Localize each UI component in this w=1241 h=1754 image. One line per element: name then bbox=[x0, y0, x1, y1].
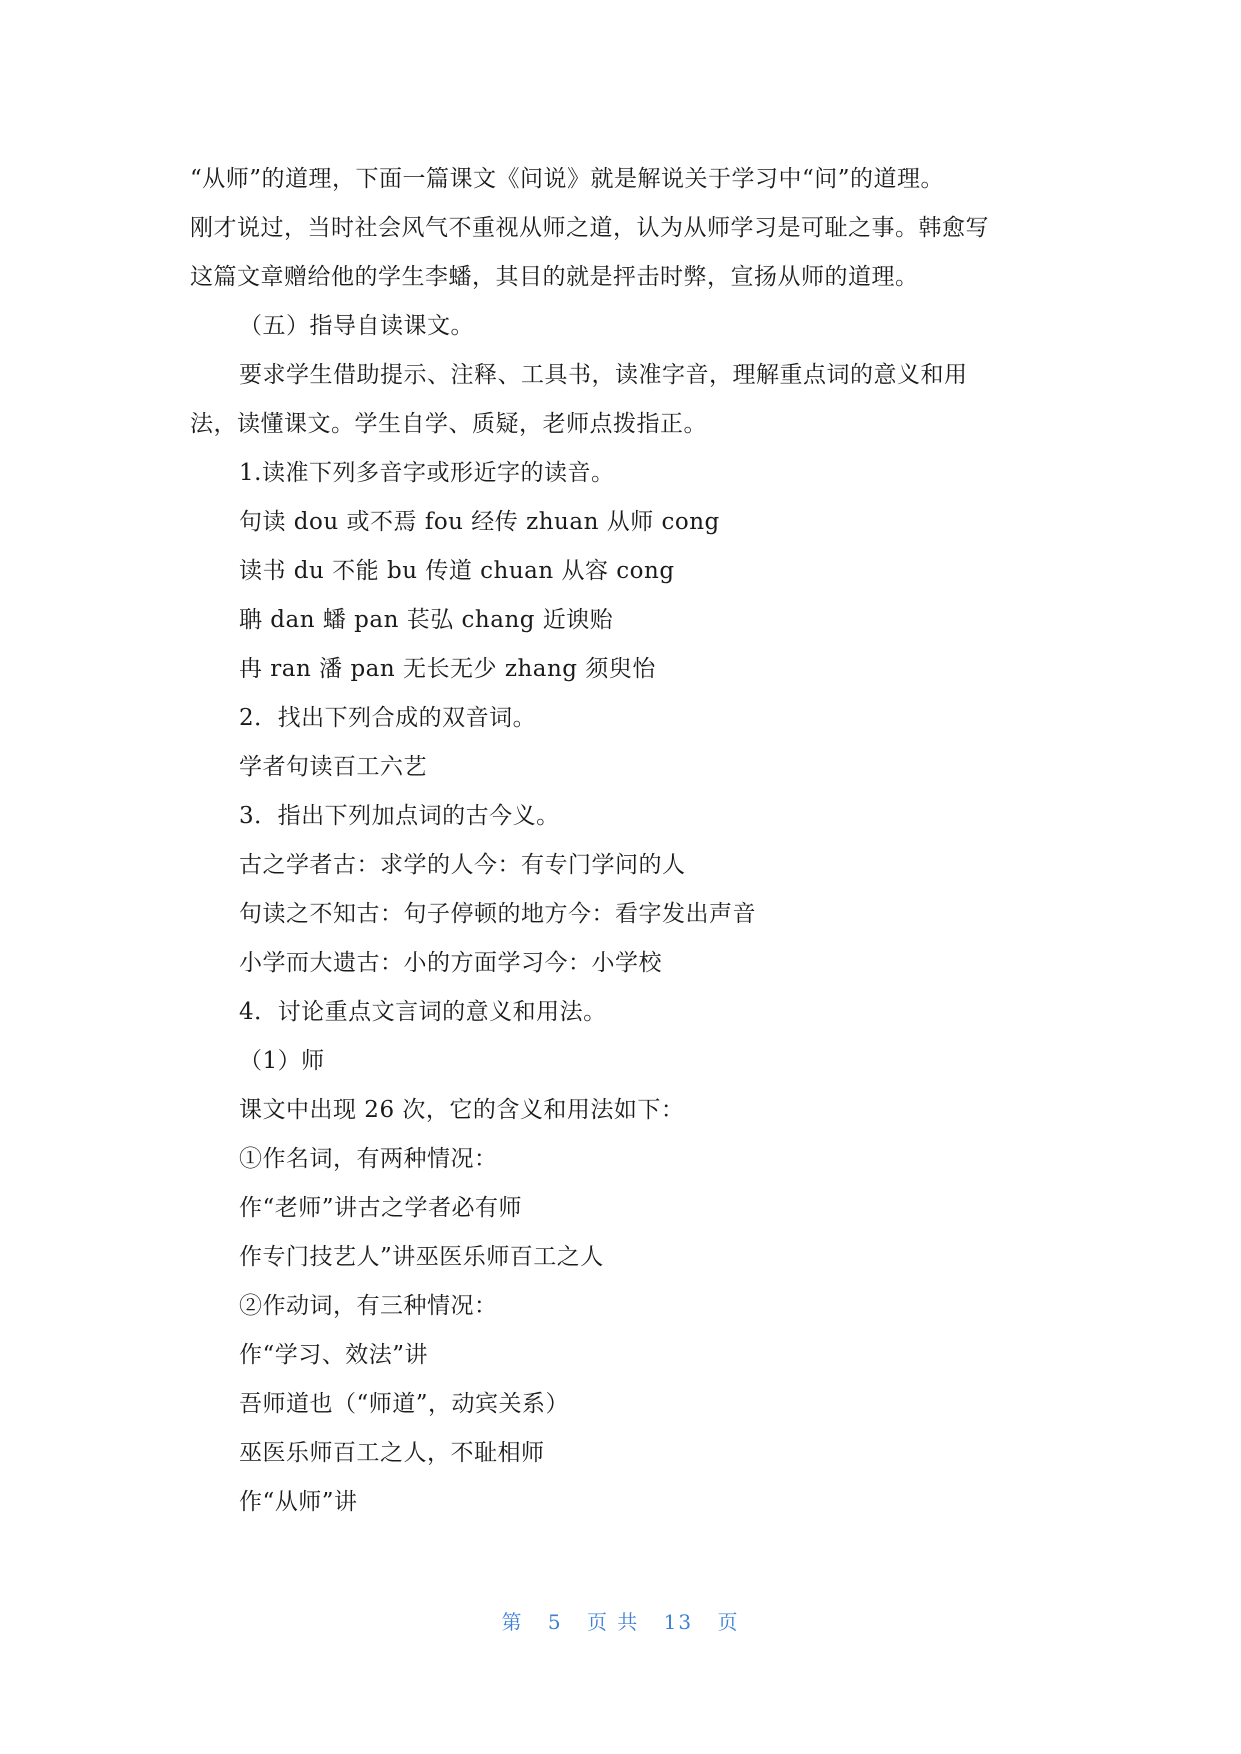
text-line: 要求学生借助提示、注释、工具书，读准字音，理解重点词的意义和用 bbox=[239, 362, 968, 388]
sub-heading: （1）师 bbox=[239, 1048, 325, 1074]
footer-label-di: 第 bbox=[501, 1610, 524, 1634]
text-line: 句读 dou 或不焉 fou 经传 zhuan 从师 cong bbox=[239, 509, 720, 535]
numbered-item: 4．讨论重点文言词的意义和用法。 bbox=[239, 999, 607, 1025]
footer-label-ye: 页 bbox=[717, 1610, 740, 1634]
text-line: 作“学习、效法”讲 bbox=[239, 1342, 429, 1368]
total-pages-number: 13 bbox=[663, 1610, 694, 1634]
text-line: “从师”的道理，下面一篇课文《问说》就是解说关于学习中“问”的道理。 bbox=[190, 166, 945, 192]
text-line: 刚才说过，当时社会风气不重视从师之道，认为从师学习是可耻之事。韩愈写 bbox=[190, 215, 989, 241]
text-line: ②作动词，有三种情况： bbox=[239, 1293, 498, 1319]
text-line: 古之学者古：求学的人今：有专门学问的人 bbox=[239, 852, 686, 878]
text-line: 聃 dan 蟠 pan 苌弘 chang 近谀贻 bbox=[239, 607, 614, 633]
document-body bbox=[190, 155, 1052, 1527]
text-line: 课文中出现 26 次，它的含义和用法如下： bbox=[239, 1097, 685, 1123]
text-line: 学者句读百工六艺 bbox=[239, 754, 427, 780]
text-line: 小学而大遗古：小的方面学习今：小学校 bbox=[239, 950, 662, 976]
text-line: 读书 du 不能 bu 传道 chuan 从容 cong bbox=[239, 558, 675, 584]
text-line: 作“老师”讲古之学者必有师 bbox=[239, 1195, 523, 1221]
text-line: 法，读懂课文。学生自学、质疑，老师点拨指正。 bbox=[190, 411, 707, 437]
text-line: ①作名词，有两种情况： bbox=[239, 1146, 498, 1172]
page-footer bbox=[0, 1606, 1241, 1635]
numbered-item: 2．找出下列合成的双音词。 bbox=[239, 705, 537, 731]
section-heading: （五）指导自读课文。 bbox=[239, 313, 474, 339]
text-line: 巫医乐师百工之人，不耻相师 bbox=[239, 1440, 545, 1466]
text-line: 作专门技艺人”讲巫医乐师百工之人 bbox=[239, 1244, 604, 1270]
current-page-number: 5 bbox=[547, 1610, 563, 1634]
numbered-item: 3．指出下列加点词的古今义。 bbox=[239, 803, 560, 829]
text-line: 作“从师”讲 bbox=[239, 1489, 358, 1515]
text-line: 句读之不知古：句子停顿的地方今：看字发出声音 bbox=[239, 901, 756, 927]
text-line: 这篇文章赠给他的学生李蟠，其目的就是抨击时弊，宣扬从师的道理。 bbox=[190, 264, 919, 290]
numbered-item: 1.读准下列多音字或形近字的读音。 bbox=[239, 460, 615, 486]
text-line: 吾师道也（“师道”，动宾关系） bbox=[239, 1391, 570, 1417]
footer-label-ye-gong: 页 共 bbox=[586, 1610, 640, 1634]
text-line: 冉 ran 潘 pan 无长无少 zhang 须臾怡 bbox=[239, 656, 656, 682]
